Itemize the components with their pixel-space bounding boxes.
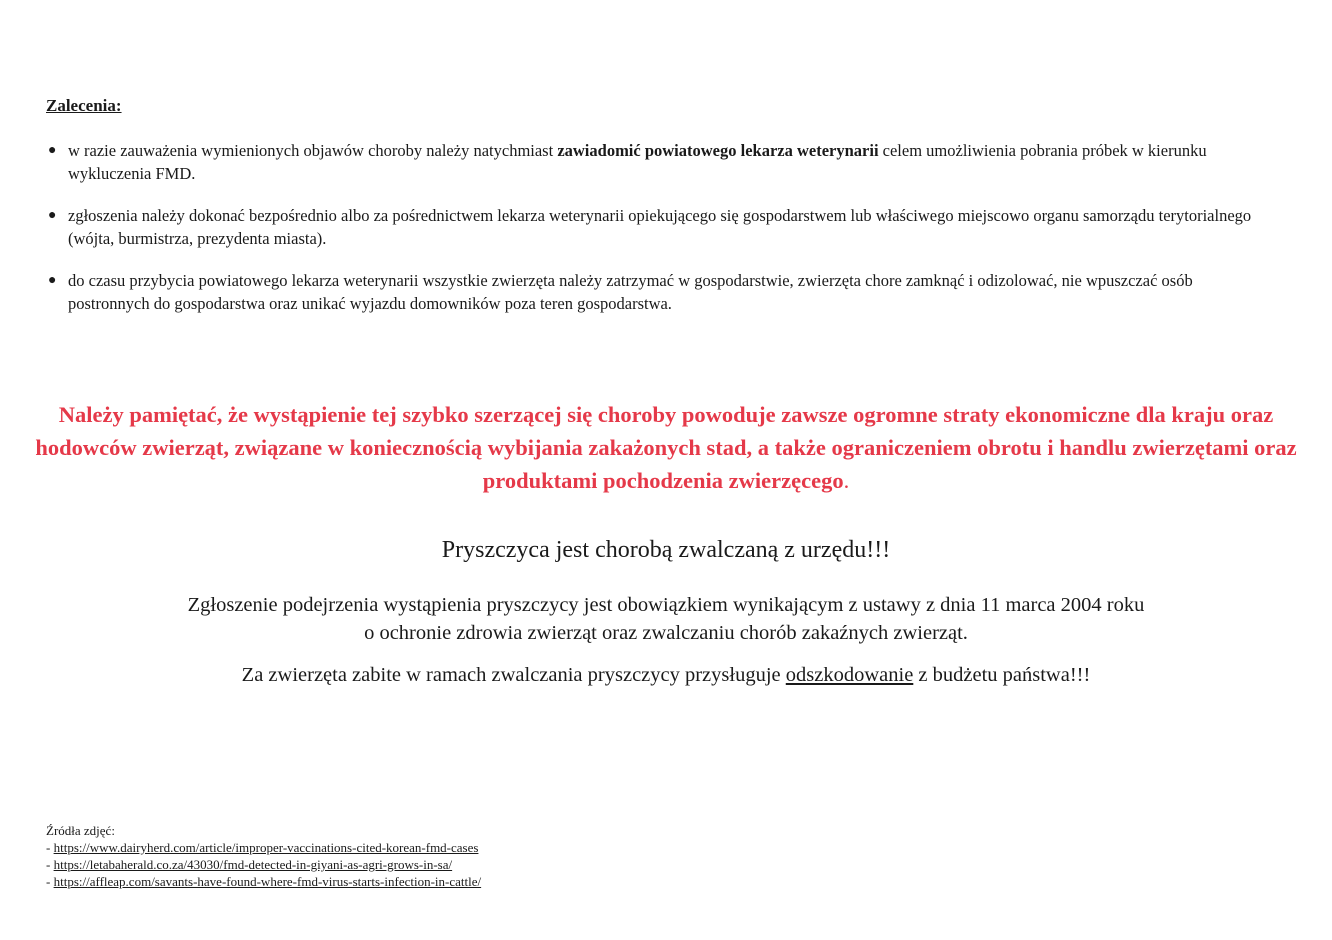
source-item: - https://www.dairyherd.com/article/improper-vaccinations-cited-korean-fmd-cases [46,840,479,855]
legal-line-1: Zgłoszenie podejrzenia wystąpienia pryszczycy jest obowiązkiem wynikającym z ustawy z dnia 11 marca 2004 roku [187,594,1145,616]
recommendation-text: do czasu przybycia powiatowego lekarza weterynarii wszystkie zwierzęta należy zatrzymać w gospodarstwie, zwierzęta chore zamknąć i odizolować, nie wpuszczać osób postronnych do gospodarstwa oraz unikać wyjazdu domowników poza teren gospodarstwa. [68,271,1193,313]
bullet-icon: ● [48,273,57,288]
recommendations-heading: Zalecenia: [46,96,122,115]
recommendation-text-end: celem umożliwienia pobrania próbek w kierunku wykluczenia FMD. [68,141,1207,183]
source-link[interactable]: https://affleap.com/savants-have-found-where-fmd-virus-starts-infection-in-cattle/ [53,874,482,889]
warning-end: . [843,468,850,493]
economic-loss-warning [30,398,1302,497]
compensation-text: Za zwierzęta zabite w ramach zwalczania pryszczycy przysługuje [241,664,786,686]
legal-line-2: o ochronie zdrowia zwierząt oraz zwalczaniu chorób zakaźnych zwierząt. [364,622,968,644]
official-disease-notice: Pryszczyca jest chorobą zwalczaną z urzędu!!! [441,537,891,563]
recommendation-text: w razie zauważenia wymienionych objawów choroby należy natychmiast [68,141,558,160]
bullet-icon: ● [48,143,57,158]
compensation-notice [0,664,1332,687]
warning-text: Należy pamiętać, że wystąpienie tej szybko szerzącej się choroby powoduje zawsze ogromne straty ekonomiczne dla kraju oraz hodowców zwierząt, związane w koniecznością wybijania zakażonych stad, a także ograniczeniem obrotu i handlu zwierzętami oraz produktami pochodzenia zwierzęcego [35,402,1297,493]
compensation-underlined: odszkodowanie [785,664,914,686]
compensation-text-end: z budżetu państwa!!! [913,664,1091,686]
recommendation-item [46,269,1266,315]
recommendations-list [46,139,1266,334]
source-item: - https://letabaherald.co.za/43030/fmd-detected-in-giyani-as-agri-grows-in-sa/ [46,857,453,872]
recommendation-bold-text: zawiadomić powiatowego lekarza weterynarii [557,141,879,160]
recommendation-text: zgłoszenia należy dokonać bezpośrednio albo za pośrednictwem lekarza weterynarii opiekującego się gospodarstwem lub właściwego miejscowo organu samorządu terytorialnego (wójta, burmistrza, prezydenta miasta). [68,206,1252,248]
sources-label: Źródła zdjęć: [46,823,115,838]
image-sources [46,822,481,890]
source-item: - https://affleap.com/savants-have-found-where-fmd-virus-starts-infection-in-cattle/ [46,874,482,889]
source-link[interactable]: https://letabaherald.co.za/43030/fmd-detected-in-giyani-as-agri-grows-in-sa/ [53,857,453,872]
recommendation-item [46,139,1266,185]
source-link[interactable]: https://www.dairyherd.com/article/improper-vaccinations-cited-korean-fmd-cases [53,840,479,855]
recommendation-item [46,204,1266,250]
legal-obligation-text [0,591,1332,647]
bullet-icon: ● [48,208,57,223]
